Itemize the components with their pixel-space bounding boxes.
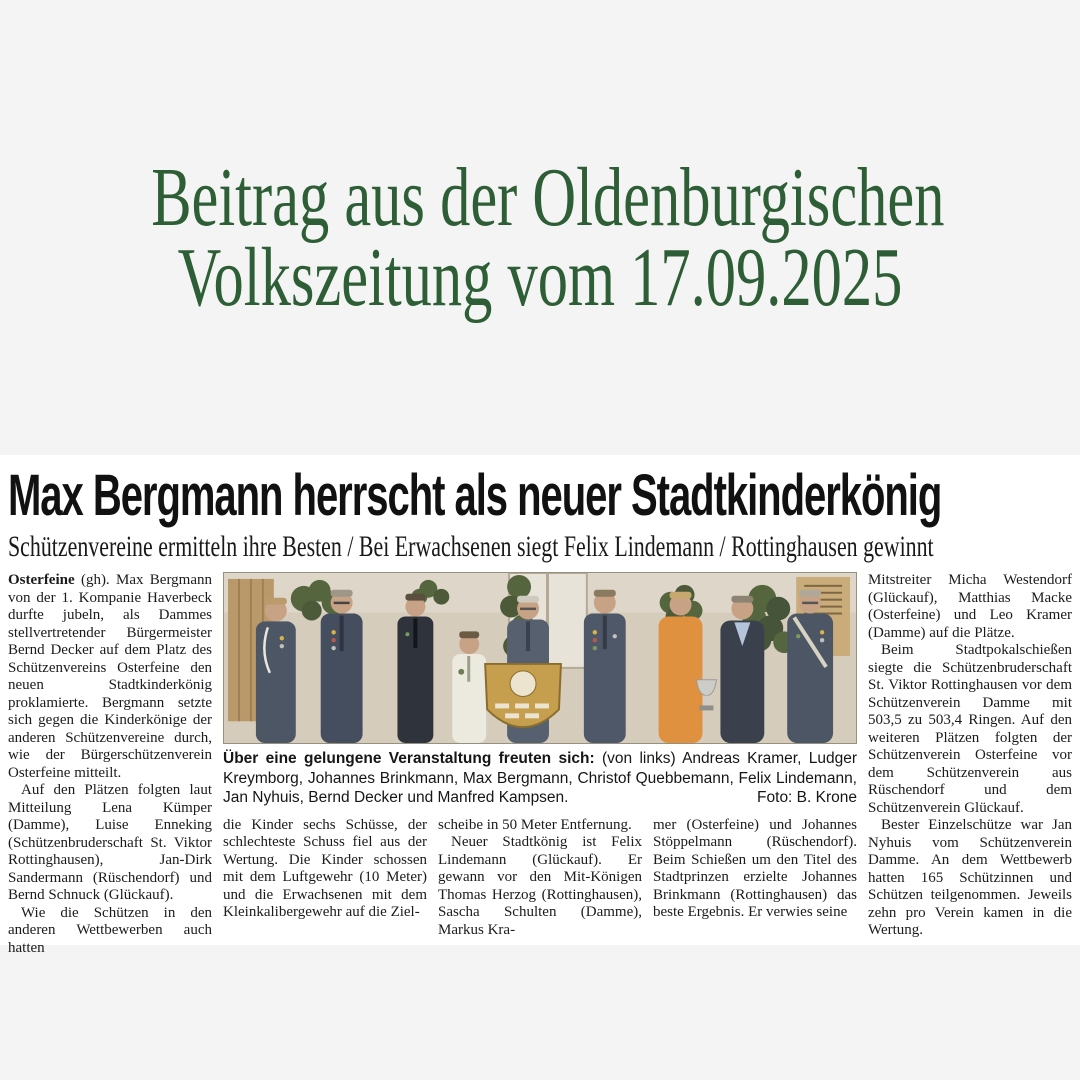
dateline: Osterfeine (8, 572, 75, 588)
article-photo (223, 572, 857, 744)
article-headline: Max Bergmann herrscht als neuer Stadtkinderkönig (8, 463, 942, 528)
article-column-4 (653, 817, 857, 940)
paragraph: die Kinder sechs Schüsse, der schlechteste Schuss fiel aus der Wertung. Die Kinder schossen mit dem Luftgewehr (10 Meter) und die Erwachsenen mit dem Kleinkalibergewehr auf die Ziel- (223, 816, 427, 920)
article-middle-columns (223, 817, 857, 940)
article-column-2 (223, 817, 427, 940)
caption-lead: Über eine gelungene Veranstaltung freuten sich: (223, 750, 595, 767)
paragraph: Bester Einzelschütze war Jan Nyhuis vom Schützenverein Damme. An dem Wettbewerb hatten 165 Schützinnen und Schützen teilgenommen. Jeweils zehn pro Verein kamen in die Wertung. (868, 817, 1072, 938)
banner-line-2: Volkszeitung vom 17.09.2025 (177, 231, 903, 324)
paragraph: Wie die Schützen in den anderen Wettbewerben auch hatten (8, 904, 212, 956)
paragraph: Auf den Plätzen folgten laut Mitteilung Lena Kümper (Damme), Luise Enneking (Schützenbruderschaft St. Viktor Rottinghausen), Jan-Dirk Sandermann (Rüschendorf) und Bernd Schnuck (Glückauf). (8, 782, 212, 903)
banner-heading (0, 151, 1080, 324)
article-middle-block (223, 572, 857, 957)
paragraph: mer (Osterfeine) und Johannes Stöppelmann (Rüschendorf). Beim Schießen um den Titel des Stadtprinzen erzielte Johannes Brinkmann (Rottinghausen) das beste Ergebnis. Er verwies seine (653, 816, 857, 920)
paragraph: Beim Stadtpokalschießen siegte die Schützenbruderschaft St. Viktor Rottinghausen vor dem Schützenverein Damme mit 503,5 zu 503,4 Ringen. Auf den weiteren Plätzen folgten der Schützenverein Osterfeine vor dem Schützenverein aus Rüschendorf und dem Schützenverein Glückauf. (868, 642, 1072, 816)
article-body (8, 572, 1072, 957)
caption-text: (von links) Andreas Kramer, Ludger Kreymborg, Johannes Brinkmann, Max Bergmann, Christof Quebbemann, Felix Lindemann, Jan Nyhuis, Bernd Decker und Manfred Kampsen. (223, 750, 857, 806)
paragraph: Mitstreiter Micha Westendorf (Glückauf), Matthias Macke (Osterfeine) und Leo Kramer (Damme) auf die Plätze. (868, 572, 1072, 641)
article-column-3 (438, 817, 642, 940)
paragraph: Osterfeine (gh). Max Bergmann von der 1. Kompanie Haverbeck durfte jubeln, als Dammes stellvertretender Bürgermeister Bernd Decker auf dem Platz des Schützenvereins Osterfeine den neuen Stadtkinderkönig proklamierte. Bergmann setzte sich gegen die Kinderkönige der anderen Schützenvereine durch, wie der Bürgerschützenverein Osterfeine mitteilt. (8, 572, 212, 781)
group-photo-illustration (224, 573, 856, 743)
photo-caption (223, 749, 857, 808)
article-column-1 (8, 572, 212, 957)
photo-credit: Foto: B. Krone (751, 788, 857, 808)
paragraph: scheibe in 50 Meter Entfernung. (438, 816, 632, 833)
article-column-5 (868, 572, 1072, 957)
newspaper-clipping (0, 455, 1080, 956)
banner-line-1: Beitrag aus der Oldenburgischen (151, 151, 945, 244)
article-subheadline: Schützenvereine ermitteln ihre Besten / Bei Erwachsenen siegt Felix Lindemann / Rottinghausen gewinnt (8, 530, 934, 563)
paragraph: Neuer Stadtkönig ist Felix Lindemann (Glückauf). Er gewann vor den Mit-Königen Thomas Herzog (Rottinghausen), Sascha Schulten (Damme), Markus Kra- (438, 834, 642, 938)
